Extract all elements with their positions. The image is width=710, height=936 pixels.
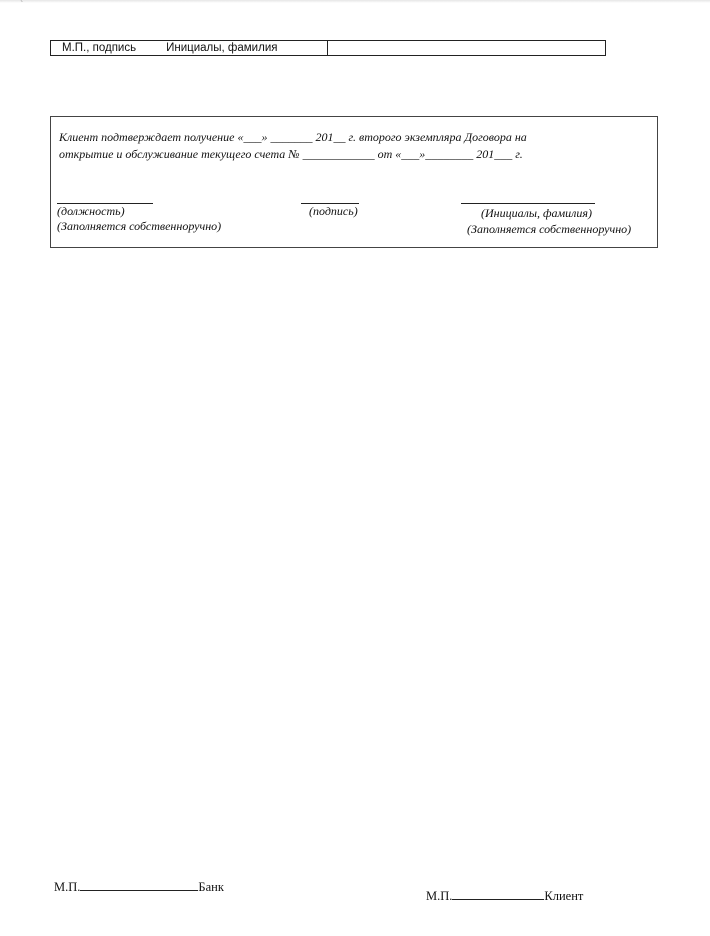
scan-mark: ˋ	[20, 0, 24, 11]
handwritten-note-left: (Заполняется собственноручно)	[57, 219, 222, 233]
confirmation-line-2: открытие и обслуживание текущего счета № ____________ от «___»________ 201___ г.	[59, 147, 523, 161]
client-stamp-label: М.П.	[426, 889, 453, 903]
confirmation-line-1: Клиент подтверждает получение «___» _______ 201__ г. второго экземпляра Договора на	[59, 130, 527, 144]
client-label: Клиент	[544, 889, 584, 903]
initials-line	[461, 203, 595, 204]
position-caption: (должность)	[57, 204, 125, 218]
handwritten-note-right: (Заполняется собственноручно)	[467, 222, 632, 236]
bank-stamp-label: М.П.	[54, 880, 81, 894]
scan-edge	[0, 0, 710, 3]
bank-label: Банк	[198, 880, 224, 894]
bank-signature-block	[54, 878, 224, 895]
signature-table	[50, 40, 606, 56]
signature-caption: (подпись)	[309, 204, 358, 218]
confirmation-text	[59, 129, 649, 163]
stamp-signature-label: М.П., подпись	[62, 42, 137, 54]
signature-table-right-cell	[328, 41, 605, 55]
initials-surname-label: Инициалы, фамилия	[166, 42, 278, 54]
signature-table-left-cell	[51, 41, 328, 55]
client-signature-line	[452, 887, 544, 900]
confirmation-box	[50, 116, 658, 248]
initials-caption: (Инициалы, фамилия)	[481, 206, 592, 220]
client-signature-block	[426, 887, 583, 904]
bank-signature-line	[80, 878, 198, 891]
